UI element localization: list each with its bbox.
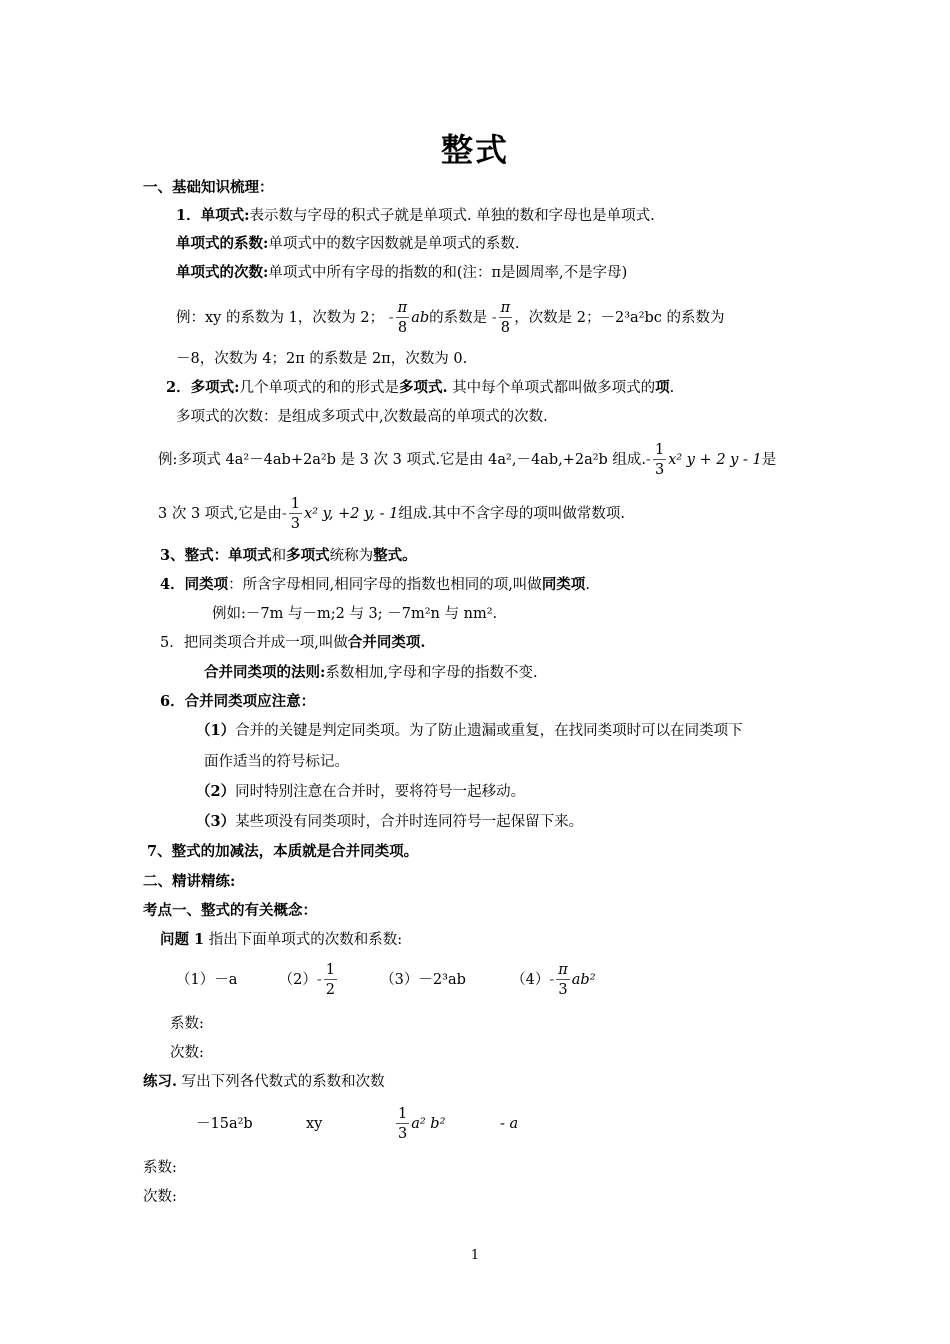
monomial-definition	[176, 206, 655, 226]
question-1-items: （1）－a （2）- $\frac{1}{2}$ （3）－2³ab （4）- $\frac{\pi}{3}$ ab²	[176, 961, 596, 998]
one-third-fraction-2: $\frac{1}{3}$	[290, 495, 301, 532]
pi-over-8-fraction-2: $\frac{\pi}{8}$	[500, 299, 511, 336]
combine-rule: 合并同类项的法则:系数相加,字母和字母的指数不变.	[204, 664, 538, 681]
polynomial-definition: 2．多项式:几个单项式的和的形式是多项式. 其中每个单项式都叫做多项式的项.	[166, 379, 675, 396]
note-3: （3）某些项没有同类项时，合并时连同符号一起保留下来。	[196, 813, 584, 830]
ex-c: ，次数是 2；－2³a²bc 的系数为	[514, 310, 725, 326]
question-1: 问题 1 指出下面单项式的次数和系数:	[160, 931, 403, 948]
practice-expr-3: $\frac{1}{3}$ a² b²	[398, 1105, 446, 1142]
ab-term: ab	[411, 310, 430, 326]
q1-degree-label: 次数:	[170, 1045, 204, 1061]
polynomial-example: 例:多项式 4a²－4ab+2a²b 是 3 次 3 项式.它是由 4a²,－4ab,+2a²b 组成.- $\frac{1}{3}$ x² y + 2 y - 1是	[158, 441, 777, 478]
poly-head: 2．多项式:	[166, 379, 240, 396]
minus-sign-2: -	[491, 310, 497, 326]
monomial-example	[176, 300, 725, 336]
q1-item-4: （4）	[511, 972, 550, 988]
coef-def: 单项式中的数字因数就是单项式的系数.	[268, 236, 520, 252]
pi-over-8-fraction: $\frac{\pi}{8}$	[397, 299, 408, 336]
page-title: 整式	[440, 131, 509, 169]
combine-like-terms: 5．把同类项合并成一项,叫做合并同类项.	[160, 634, 426, 651]
addition-subtraction-note: 7、整式的加减法，本质就是合并同类项。	[147, 843, 419, 860]
poly-expression: x² y + 2 y - 1	[668, 452, 762, 468]
q1-item-2: （2）	[278, 972, 317, 988]
polynomial-example-line2: 3 次 3 项式,它是由- $\frac{1}{3}$ x² y, +2 y, - 1组成.其中不含字母的项叫做常数项.	[158, 495, 626, 532]
monomial-degree	[176, 263, 627, 283]
practice-expr-1: －15a²b	[196, 1116, 253, 1132]
practice-expr-2: xy	[306, 1116, 323, 1132]
one-half-fraction: $\frac{1}{2}$	[325, 961, 335, 998]
monomial-coefficient	[176, 234, 519, 254]
deg-head: 单项式的次数:	[176, 264, 269, 281]
note-1-cont: 面作适当的符号标记。	[204, 754, 349, 770]
monomial-example-line2: －8，次数为 4；2π 的系数是 2π，次数为 0.	[176, 351, 468, 367]
q1-item-3: （3）－2³ab	[380, 972, 466, 988]
one-third-fraction-3: $\frac{1}{3}$	[398, 1105, 408, 1142]
integral-expression-definition: 3、整式：单项式和多项式统称为整式。	[160, 547, 417, 564]
practice-expr-4: - a	[500, 1116, 519, 1132]
one-third-fraction: $\frac{1}{3}$	[654, 441, 665, 478]
notes-heading: 6．合并同类项应注意：	[160, 693, 316, 710]
q1-item-1: （1）－a	[176, 972, 238, 988]
poly-terms: x² y, +2 y, - 1	[304, 506, 399, 522]
polynomial-degree: 多项式的次数：是组成多项式中,次数最高的单项式的次数.	[176, 409, 548, 425]
practice-coefficient-label: 系数:	[143, 1160, 177, 1176]
pi-over-3-fraction: $\frac{\pi}{3}$	[558, 961, 568, 998]
deg-def: 单项式中所有字母的指数的和(注：π是圆周率,不是字母)	[268, 265, 628, 281]
monomial-def: 表示数与字母的积式子就是单项式. 单独的数和字母也是单项式.	[249, 208, 655, 224]
note-2: （2）同时特别注意在合并时，要将符号一起移动。	[196, 783, 526, 800]
minus-sign: -	[388, 310, 394, 326]
section-heading-1: 一、基础知识梳理：	[143, 179, 274, 196]
like-terms-example: 例如:－7m 与－m;2 与 3; －7m²n 与 nm².	[212, 606, 498, 622]
section-heading-2: 二、精讲精练:	[143, 873, 236, 890]
page-number: 1	[470, 1248, 480, 1263]
like-terms-definition: 4．同类项：所含字母相同,相同字母的指数也相同的项,叫做同类项.	[160, 576, 590, 593]
key-point-1: 考点一、整式的有关概念：	[143, 902, 317, 919]
note-1: （1）合并的关键是判定同类项。为了防止遗漏或重复，在找同类项时可以在同类项下	[196, 722, 743, 739]
practice-heading: 练习. 写出下列各代数式的系数和次数	[143, 1073, 385, 1090]
ex-b: 的系数是	[429, 310, 488, 326]
practice-degree-label: 次数:	[143, 1189, 177, 1205]
coef-head: 单项式的系数:	[176, 235, 269, 252]
q1-coefficient-label: 系数:	[170, 1016, 204, 1032]
monomial-head: 1．单项式:	[176, 207, 250, 224]
ex-a: 例：xy 的系数为 1，次数为 2；	[176, 310, 385, 326]
